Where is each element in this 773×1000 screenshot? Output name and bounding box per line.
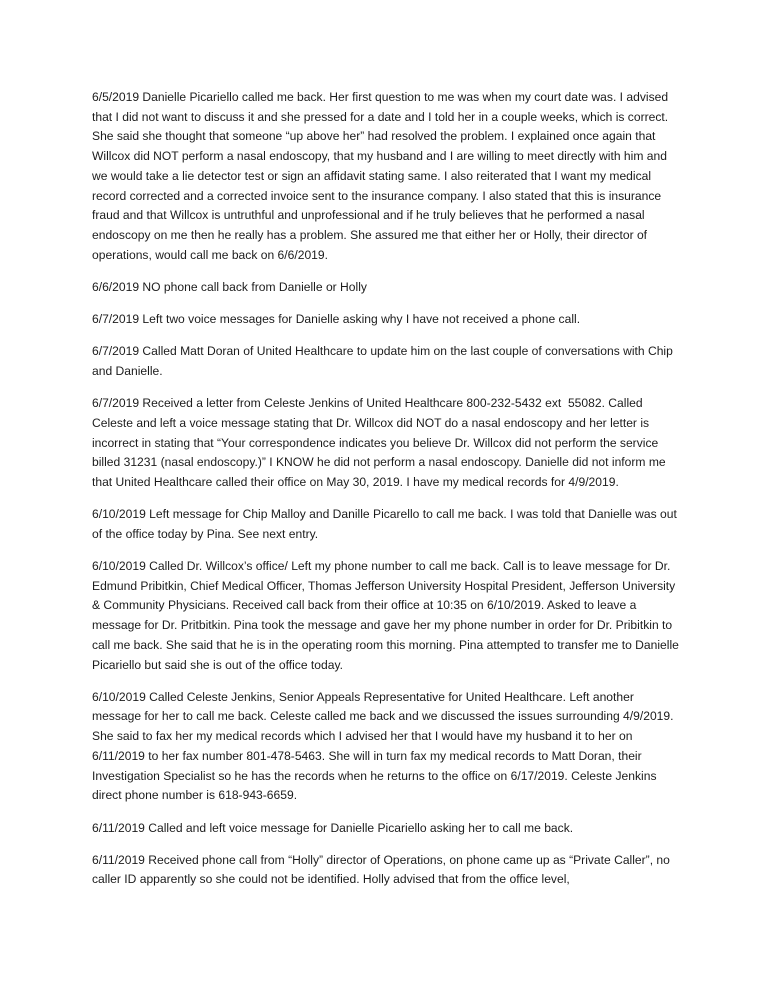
paragraph: 6/7/2019 Left two voice messages for Danielle asking why I have not received a phone call. [92, 312, 581, 327]
paragraph: 6/10/2019 Left message for Chip Malloy and Danille Picarello to call me back. I was told that Danielle was out of the office today by Pina. See next entry. [92, 507, 681, 541]
paragraph: 6/7/2019 Called Matt Doran of United Healthcare to update him on the last couple of conversations with Chip and Danielle. [92, 344, 677, 378]
paragraph: 6/11/2019 Called and left voice message for Danielle Picariello asking her to call me back. [92, 820, 574, 835]
paragraph: 6/5/2019 Danielle Picariello called me back. Her first question to me was when my court date was. I advised that I did not want to discuss it and she pressed for a date and I told her in a couple weeks, which is correct. She said she thought that someone “up above her” had resolved the problem. I explained once again that Willcox did NOT perform a nasal endoscopy, that my husband and I are willing to meet directly with him and we would take a lie detector test or sign an affidavit stating same. I also reiterated that I want my medical record corrected and a corrected invoice sent to the insurance company. I also stated that this is insurance fraud and that Willcox is untruthful and unprofessional and if he truly believes that he performed a nasal endoscopy on me then he really has a problem. She assured me that either her or Holly, their director of operations, would call me back on 6/6/2019. [92, 90, 672, 262]
paragraph: 6/10/2019 Called Dr. Willcox’s office/ Left my phone number to call me back. Call is to leave message for Dr. Edmund Pribitkin, Chief Medical Officer, Thomas Jefferson University Hospital President, Jefferson University & Community Physicians. Received call back from their office at 10:35 on 6/10/2019. Asked to leave a message for Dr. Pritbitkin. Pina took the message and gave her my phone number in order for Dr. Pribitkin to call me back. She said that he is in the operating room this morning. Pina attempted to transfer me to Danielle Picariello but said she is out of the office today. [92, 559, 683, 672]
document-body [92, 88, 681, 890]
paragraph: 6/11/2019 Received phone call from “Holly” director of Operations, on phone came up as “Private Caller”, no caller ID apparently so she could not be identified. Holly advised that from the office level, [92, 852, 674, 887]
paragraph: 6/7/2019 Received a letter from Celeste Jenkins of United Healthcare 800-232-5432 ext 55082. Called Celeste and left a voice message stating that Dr. Willcox did NOT do a nasal endoscopy and her letter is incorrect in stating that “Your correspondence indicates you believe Dr. Willcox did not perform the service billed 31231 (nasal endoscopy.)” I KNOW he did not perform a nasal endoscopy. Danielle did not inform me that United Healthcare called their office on May 30, 2019. I have my medical records for 4/9/2019. [92, 396, 670, 489]
paragraph: 6/10/2019 Called Celeste Jenkins, Senior Appeals Representative for United Healthcare. Left another message for her to call me back. Celeste called me back and we discussed the issues surrounding 4/9/2019. She said to fax her my medical records which I advised her that I would have my husband it to her on 6/11/2019 to her fax number 801-478-5463. She will in turn fax my medical records to Matt Doran, their Investigation Specialist so he has the records when he returns to the office on 6/17/2019. Celeste Jenkins direct phone number is 618-943-6659. [92, 689, 677, 803]
paragraph: 6/6/2019 NO phone call back from Danielle or Holly [92, 279, 367, 294]
